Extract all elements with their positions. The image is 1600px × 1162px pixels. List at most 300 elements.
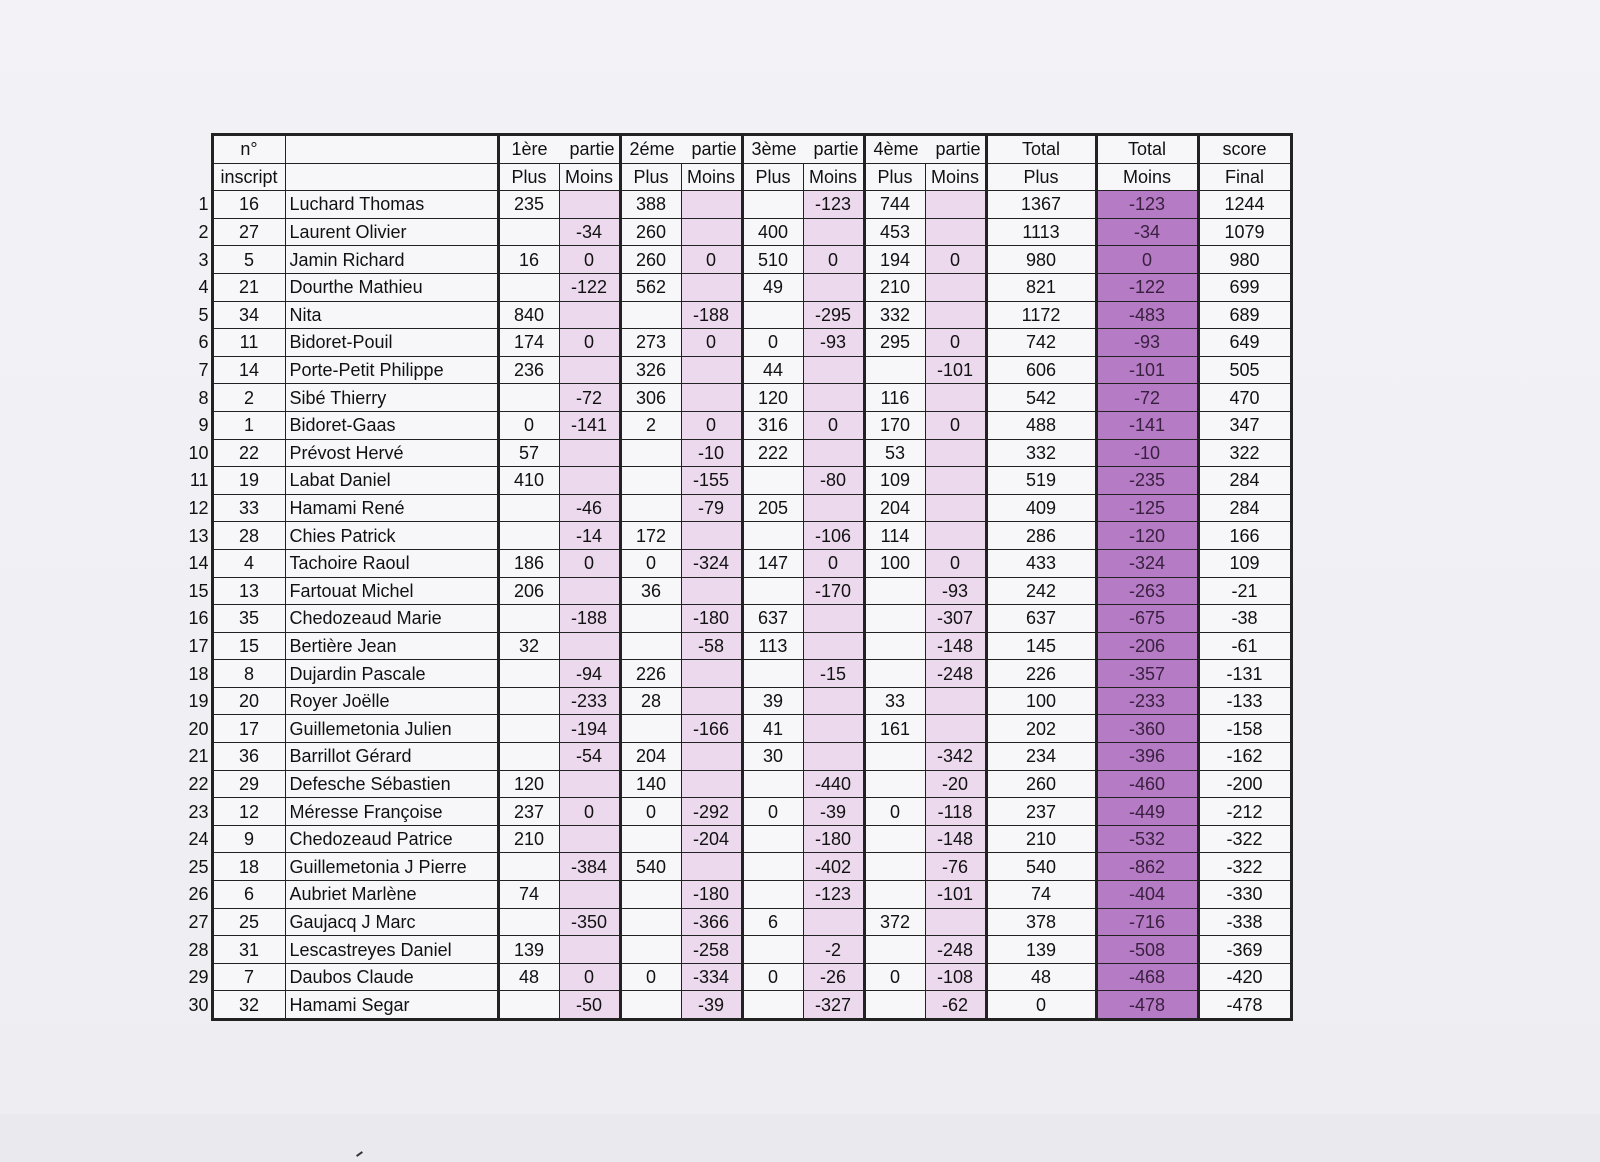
cell-p4-plus: 332 <box>864 301 925 329</box>
header-p4-moins: Moins <box>925 163 986 191</box>
row-rank: 28 <box>188 939 209 960</box>
cell-total-moins: -478 <box>1096 991 1198 1020</box>
cell-total-moins: -508 <box>1096 936 1198 964</box>
cell-p1-plus: 174 <box>498 329 559 357</box>
table-row <box>182 191 1291 219</box>
cell-p2-moins <box>681 687 742 715</box>
cell-p3-plus: 147 <box>742 549 803 577</box>
cell-p3-moins: -123 <box>803 881 864 909</box>
cell-total-plus: 1172 <box>986 301 1096 329</box>
cell-p3-moins: -39 <box>803 798 864 826</box>
cell-inscription-no: 36 <box>212 743 285 771</box>
cell-p4-moins: -248 <box>925 936 986 964</box>
cell-player-name: Lescastreyes Daniel <box>285 936 498 964</box>
cell-total-moins: -483 <box>1096 301 1198 329</box>
cell-score-final: -212 <box>1198 798 1291 826</box>
cell-inscription-no: 35 <box>212 605 285 633</box>
cell-score-final: -322 <box>1198 825 1291 853</box>
table-row <box>182 687 1291 715</box>
cell-p2-moins: -180 <box>681 881 742 909</box>
cell-p4-moins <box>925 715 986 743</box>
cell-p4-moins: 0 <box>925 411 986 439</box>
cell-total-moins: -10 <box>1096 439 1198 467</box>
table-row <box>182 522 1291 550</box>
cell-p1-moins: -384 <box>559 853 620 881</box>
table-row <box>182 218 1291 246</box>
row-rank: 13 <box>188 525 209 546</box>
cell-p2-plus: 28 <box>620 687 681 715</box>
row-rank: 4 <box>198 277 209 298</box>
row-rank: 20 <box>188 718 209 739</box>
row-rank: 7 <box>198 360 209 381</box>
cell-p4-plus: 194 <box>864 246 925 274</box>
cell-p3-plus: 222 <box>742 439 803 467</box>
cell-p4-plus: 744 <box>864 191 925 219</box>
table-row <box>182 549 1291 577</box>
cell-p4-moins: -148 <box>925 632 986 660</box>
cell-score-final: 284 <box>1198 467 1291 495</box>
cell-p2-plus: 172 <box>620 522 681 550</box>
cell-player-name: Méresse Françoise <box>285 798 498 826</box>
header-partie-2 <box>620 135 742 164</box>
cell-score-final: -478 <box>1198 991 1291 1020</box>
cell-p2-plus: 326 <box>620 356 681 384</box>
cell-total-plus: 540 <box>986 853 1096 881</box>
cell-p1-moins: -50 <box>559 991 620 1020</box>
table-row <box>182 743 1291 771</box>
cell-p1-plus: 48 <box>498 963 559 991</box>
cell-p1-moins: 0 <box>559 329 620 357</box>
cell-score-final: -61 <box>1198 632 1291 660</box>
cell-p1-plus <box>498 715 559 743</box>
cell-player-name: Hamami René <box>285 494 498 522</box>
row-rank: 27 <box>188 911 209 932</box>
header-partie-4-right: partie <box>935 139 981 160</box>
cell-p4-moins: -62 <box>925 991 986 1020</box>
cell-p1-plus <box>498 605 559 633</box>
header-total-moins-line1: Total <box>1096 135 1198 164</box>
cell-p2-moins <box>681 191 742 219</box>
cell-total-plus: 606 <box>986 356 1096 384</box>
cell-p2-moins <box>681 770 742 798</box>
cell-p1-moins: -94 <box>559 660 620 688</box>
cell-inscription-no: 9 <box>212 825 285 853</box>
cell-p2-plus <box>620 632 681 660</box>
cell-total-moins: -93 <box>1096 329 1198 357</box>
cell-total-moins: -468 <box>1096 963 1198 991</box>
cell-p2-plus: 306 <box>620 384 681 412</box>
cell-total-plus: 542 <box>986 384 1096 412</box>
table-row <box>182 991 1291 1020</box>
cell-p3-moins: -93 <box>803 329 864 357</box>
cell-total-moins: -141 <box>1096 411 1198 439</box>
cell-player-name: Sibé Thierry <box>285 384 498 412</box>
header-name-blank-2 <box>285 163 498 191</box>
cell-total-moins: -460 <box>1096 770 1198 798</box>
cell-p3-plus <box>742 660 803 688</box>
cell-p4-plus: 116 <box>864 384 925 412</box>
cell-inscription-no: 20 <box>212 687 285 715</box>
row-rank: 10 <box>188 442 209 463</box>
cell-score-final: 166 <box>1198 522 1291 550</box>
cell-p4-plus: 33 <box>864 687 925 715</box>
cell-inscription-no: 16 <box>212 191 285 219</box>
cell-inscription-no: 15 <box>212 632 285 660</box>
cell-p1-moins: -141 <box>559 411 620 439</box>
cell-total-moins: -120 <box>1096 522 1198 550</box>
cell-p3-moins: -2 <box>803 936 864 964</box>
header-partie-1 <box>498 135 620 164</box>
cell-p3-plus: 205 <box>742 494 803 522</box>
cell-p3-moins <box>803 687 864 715</box>
cell-p3-moins <box>803 494 864 522</box>
table-row <box>182 936 1291 964</box>
cell-p2-plus <box>620 605 681 633</box>
cell-p1-moins <box>559 881 620 909</box>
cell-p3-moins <box>803 632 864 660</box>
cell-p1-plus: 139 <box>498 936 559 964</box>
cell-p4-moins <box>925 522 986 550</box>
cell-p2-plus: 0 <box>620 549 681 577</box>
cell-player-name: Defesche Sébastien <box>285 770 498 798</box>
header-p3-plus: Plus <box>742 163 803 191</box>
cell-p1-plus: 410 <box>498 467 559 495</box>
cell-p3-moins <box>803 356 864 384</box>
header-p4-plus: Plus <box>864 163 925 191</box>
cell-p2-plus <box>620 936 681 964</box>
table-row <box>182 798 1291 826</box>
row-rank: 19 <box>188 691 209 712</box>
cell-p4-plus <box>864 991 925 1020</box>
header-partie-4-left: 4ème <box>873 139 919 160</box>
header-name-blank <box>285 135 498 164</box>
row-rank: 23 <box>188 801 209 822</box>
row-rank: 25 <box>188 856 209 877</box>
cell-p3-plus: 120 <box>742 384 803 412</box>
row-rank: 30 <box>188 995 209 1016</box>
cell-p4-plus: 204 <box>864 494 925 522</box>
cell-total-moins: -532 <box>1096 825 1198 853</box>
cell-score-final: -131 <box>1198 660 1291 688</box>
cell-inscription-no: 5 <box>212 246 285 274</box>
cell-p2-moins: 0 <box>681 329 742 357</box>
cell-player-name: Fartouat Michel <box>285 577 498 605</box>
cell-total-moins: -404 <box>1096 881 1198 909</box>
row-rank: 21 <box>188 746 209 767</box>
cell-inscription-no: 13 <box>212 577 285 605</box>
scan-edge-band <box>0 1114 1600 1162</box>
cell-p3-plus: 316 <box>742 411 803 439</box>
cell-inscription-no: 7 <box>212 963 285 991</box>
cell-inscription-no: 29 <box>212 770 285 798</box>
cell-p1-plus <box>498 687 559 715</box>
cell-p3-plus <box>742 881 803 909</box>
table-row <box>182 660 1291 688</box>
cell-total-moins: -716 <box>1096 908 1198 936</box>
cell-score-final: 980 <box>1198 246 1291 274</box>
cell-inscription-no: 4 <box>212 549 285 577</box>
cell-p3-plus: 0 <box>742 798 803 826</box>
header-score-line2: Final <box>1198 163 1291 191</box>
cell-p2-plus: 562 <box>620 273 681 301</box>
cell-p1-moins <box>559 467 620 495</box>
cell-p3-moins <box>803 715 864 743</box>
cell-inscription-no: 32 <box>212 991 285 1020</box>
table-row <box>182 329 1291 357</box>
cell-p1-plus <box>498 522 559 550</box>
row-rank: 2 <box>198 222 209 243</box>
cell-inscription-no: 11 <box>212 329 285 357</box>
cell-score-final: -369 <box>1198 936 1291 964</box>
cell-p2-moins <box>681 522 742 550</box>
cell-total-moins: -263 <box>1096 577 1198 605</box>
cell-p1-moins <box>559 936 620 964</box>
cell-p3-moins: -440 <box>803 770 864 798</box>
table-row <box>182 411 1291 439</box>
cell-p2-moins: -166 <box>681 715 742 743</box>
cell-p4-plus <box>864 605 925 633</box>
cell-p3-plus: 510 <box>742 246 803 274</box>
header-partie-2-left: 2éme <box>629 139 675 160</box>
cell-p2-moins <box>681 218 742 246</box>
row-rank: 17 <box>188 635 209 656</box>
cell-score-final: 470 <box>1198 384 1291 412</box>
header-row-1 <box>182 135 1291 164</box>
cell-p2-moins: -58 <box>681 632 742 660</box>
cell-total-moins: -101 <box>1096 356 1198 384</box>
header-partie-1-right: partie <box>569 139 615 160</box>
table-row <box>182 770 1291 798</box>
cell-p1-plus <box>498 991 559 1020</box>
header-total-plus-line2: Plus <box>986 163 1096 191</box>
cell-p4-moins: -307 <box>925 605 986 633</box>
header-row-2 <box>182 163 1291 191</box>
cell-total-plus: 139 <box>986 936 1096 964</box>
cell-p2-moins: -204 <box>681 825 742 853</box>
header-score-line1: score <box>1198 135 1291 164</box>
cell-p4-plus <box>864 660 925 688</box>
cell-total-moins: 0 <box>1096 246 1198 274</box>
row-rank: 15 <box>188 580 209 601</box>
cell-p4-plus: 0 <box>864 798 925 826</box>
cell-p4-moins <box>925 687 986 715</box>
cell-player-name: Dourthe Mathieu <box>285 273 498 301</box>
cell-player-name: Laurent Olivier <box>285 218 498 246</box>
table-row <box>182 853 1291 881</box>
cell-p4-plus <box>864 936 925 964</box>
cell-total-plus: 519 <box>986 467 1096 495</box>
cell-p4-moins <box>925 191 986 219</box>
cell-inscription-no: 21 <box>212 273 285 301</box>
cell-total-plus: 409 <box>986 494 1096 522</box>
cell-total-moins: -125 <box>1096 494 1198 522</box>
cell-p1-plus: 235 <box>498 191 559 219</box>
table-row <box>182 273 1291 301</box>
row-rank: 5 <box>198 304 209 325</box>
cell-p1-moins <box>559 301 620 329</box>
table-row <box>182 963 1291 991</box>
row-rank: 11 <box>189 470 209 491</box>
row-rank: 22 <box>188 773 209 794</box>
cell-p4-plus: 453 <box>864 218 925 246</box>
cell-p2-plus <box>620 715 681 743</box>
cell-score-final: 109 <box>1198 549 1291 577</box>
cell-total-plus: 286 <box>986 522 1096 550</box>
cell-player-name: Gaujacq J Marc <box>285 908 498 936</box>
cell-p4-moins: -76 <box>925 853 986 881</box>
cell-p1-moins <box>559 356 620 384</box>
cell-total-moins: -675 <box>1096 605 1198 633</box>
cell-inscription-no: 22 <box>212 439 285 467</box>
cell-total-plus: 332 <box>986 439 1096 467</box>
cell-player-name: Royer Joëlle <box>285 687 498 715</box>
cell-total-moins: -360 <box>1096 715 1198 743</box>
cell-p1-moins: -350 <box>559 908 620 936</box>
cell-player-name: Jamin Richard <box>285 246 498 274</box>
cell-p2-plus: 140 <box>620 770 681 798</box>
cell-p2-plus: 204 <box>620 743 681 771</box>
cell-player-name: Dujardin Pascale <box>285 660 498 688</box>
cell-p2-moins: -155 <box>681 467 742 495</box>
cell-score-final: -322 <box>1198 853 1291 881</box>
cell-p1-plus: 236 <box>498 356 559 384</box>
cell-total-plus: 742 <box>986 329 1096 357</box>
cell-p4-moins <box>925 467 986 495</box>
cell-p1-plus: 120 <box>498 770 559 798</box>
header-partie-3 <box>742 135 864 164</box>
cell-p3-plus: 0 <box>742 329 803 357</box>
cell-player-name: Tachoire Raoul <box>285 549 498 577</box>
table-body <box>182 191 1291 1020</box>
cell-inscription-no: 19 <box>212 467 285 495</box>
cell-score-final: 1244 <box>1198 191 1291 219</box>
corner-cell <box>182 135 212 164</box>
cell-p1-moins: -194 <box>559 715 620 743</box>
cell-p4-plus: 0 <box>864 963 925 991</box>
cell-p3-plus: 400 <box>742 218 803 246</box>
cell-p3-moins: -180 <box>803 825 864 853</box>
cell-p4-moins <box>925 273 986 301</box>
cell-p4-moins <box>925 908 986 936</box>
cell-inscription-no: 28 <box>212 522 285 550</box>
cell-total-plus: 74 <box>986 881 1096 909</box>
cell-p3-plus <box>742 191 803 219</box>
cell-p2-plus: 0 <box>620 963 681 991</box>
cell-p2-plus: 2 <box>620 411 681 439</box>
cell-total-moins: -206 <box>1096 632 1198 660</box>
cell-player-name: Bidoret-Pouil <box>285 329 498 357</box>
cell-score-final: 347 <box>1198 411 1291 439</box>
row-rank: 16 <box>188 608 209 629</box>
cell-total-plus: 821 <box>986 273 1096 301</box>
cell-p4-plus <box>864 825 925 853</box>
cell-p2-moins <box>681 356 742 384</box>
cell-p2-moins: -39 <box>681 991 742 1020</box>
cell-p1-moins: -72 <box>559 384 620 412</box>
table-row <box>182 908 1291 936</box>
cell-p1-moins <box>559 191 620 219</box>
row-rank: 18 <box>188 663 209 684</box>
cell-p1-plus <box>498 853 559 881</box>
cell-p4-plus <box>864 881 925 909</box>
cell-total-plus: 234 <box>986 743 1096 771</box>
cell-p1-moins <box>559 439 620 467</box>
cell-p4-plus: 53 <box>864 439 925 467</box>
cell-p1-moins: -54 <box>559 743 620 771</box>
cell-p2-moins: -334 <box>681 963 742 991</box>
cell-score-final: 505 <box>1198 356 1291 384</box>
header-p1-moins: Moins <box>559 163 620 191</box>
header-partie-2-right: partie <box>691 139 737 160</box>
cell-inscription-no: 14 <box>212 356 285 384</box>
cell-p3-plus: 44 <box>742 356 803 384</box>
cell-total-plus: 226 <box>986 660 1096 688</box>
cell-p3-plus: 113 <box>742 632 803 660</box>
table-row <box>182 356 1291 384</box>
cell-player-name: Bidoret-Gaas <box>285 411 498 439</box>
cell-p1-moins: 0 <box>559 798 620 826</box>
cell-p2-plus <box>620 439 681 467</box>
header-no-line1: n° <box>212 135 285 164</box>
cell-score-final: -133 <box>1198 687 1291 715</box>
cell-p2-moins <box>681 853 742 881</box>
cell-inscription-no: 2 <box>212 384 285 412</box>
cell-total-moins: -324 <box>1096 549 1198 577</box>
cell-inscription-no: 33 <box>212 494 285 522</box>
cell-total-plus: 0 <box>986 991 1096 1020</box>
cell-score-final: 689 <box>1198 301 1291 329</box>
cell-p1-plus: 16 <box>498 246 559 274</box>
cell-p1-moins <box>559 825 620 853</box>
cell-p4-moins: 0 <box>925 329 986 357</box>
cell-player-name: Hamami Segar <box>285 991 498 1020</box>
cell-p4-moins <box>925 384 986 412</box>
cell-p4-plus <box>864 770 925 798</box>
cell-total-moins: -122 <box>1096 273 1198 301</box>
cell-inscription-no: 31 <box>212 936 285 964</box>
header-total-plus-line1: Total <box>986 135 1096 164</box>
cell-total-plus: 1367 <box>986 191 1096 219</box>
cell-p3-moins: -170 <box>803 577 864 605</box>
cell-p3-moins <box>803 743 864 771</box>
cell-total-moins: -34 <box>1096 218 1198 246</box>
cell-score-final: -162 <box>1198 743 1291 771</box>
cell-total-plus: 637 <box>986 605 1096 633</box>
header-p1-plus: Plus <box>498 163 559 191</box>
cell-total-plus: 237 <box>986 798 1096 826</box>
cell-p4-moins: -93 <box>925 577 986 605</box>
cell-p1-plus: 0 <box>498 411 559 439</box>
table-row <box>182 467 1291 495</box>
cell-p4-moins <box>925 494 986 522</box>
cell-p1-moins <box>559 632 620 660</box>
cell-p2-moins: 0 <box>681 246 742 274</box>
cell-p4-moins: -118 <box>925 798 986 826</box>
cell-player-name: Daubos Claude <box>285 963 498 991</box>
cell-p3-plus: 637 <box>742 605 803 633</box>
cell-p2-plus: 0 <box>620 798 681 826</box>
cell-p2-moins: -366 <box>681 908 742 936</box>
cell-total-plus: 48 <box>986 963 1096 991</box>
cell-player-name: Aubriet Marlène <box>285 881 498 909</box>
corner-cell <box>182 163 212 191</box>
cell-p4-moins: -148 <box>925 825 986 853</box>
header-partie-1-left: 1ère <box>511 139 548 160</box>
cell-p2-plus <box>620 881 681 909</box>
cell-p2-plus <box>620 467 681 495</box>
cell-p2-moins: 0 <box>681 411 742 439</box>
cell-p1-moins: 0 <box>559 549 620 577</box>
